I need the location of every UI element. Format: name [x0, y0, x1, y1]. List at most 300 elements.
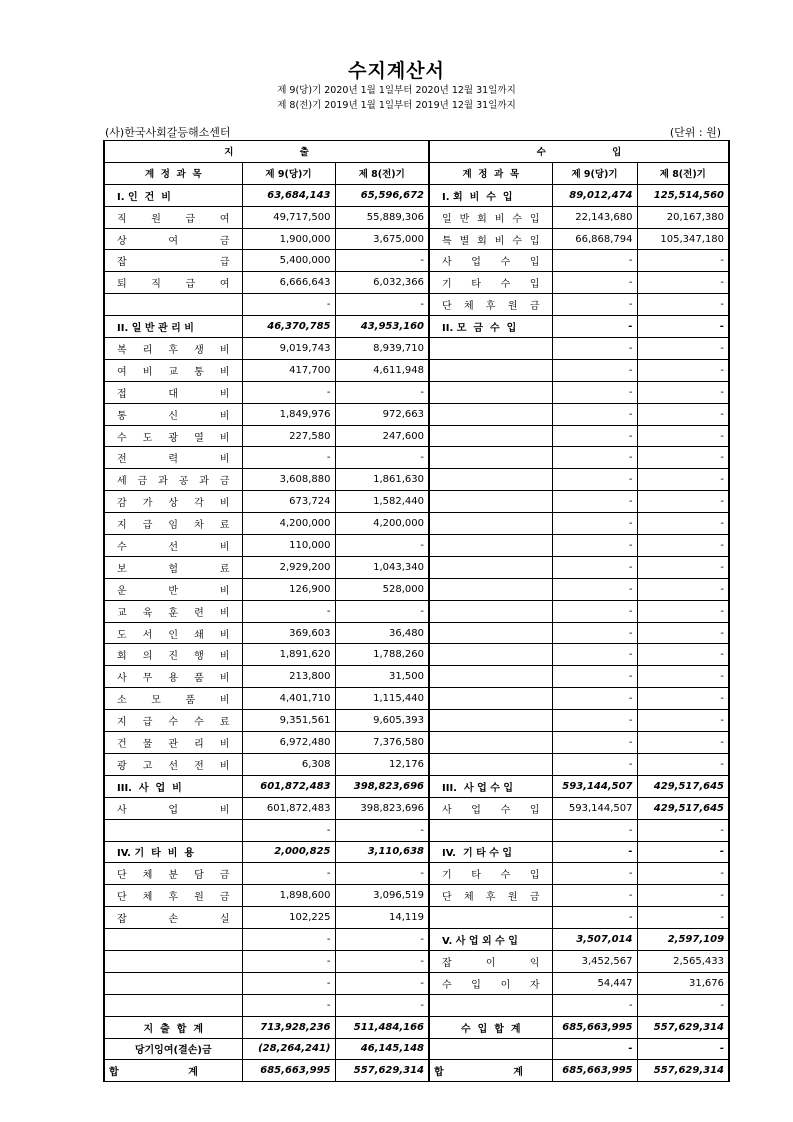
- income-previous: -: [637, 622, 729, 644]
- expense-previous: 7,376,580: [335, 732, 429, 754]
- expense-current: -: [242, 447, 335, 469]
- expense-previous: 4,200,000: [335, 513, 429, 535]
- statement-row: [104, 819, 729, 841]
- statement-row: [104, 206, 729, 228]
- expense-account: [104, 819, 242, 841]
- statement-row: [104, 644, 729, 666]
- income-previous: 105,347,180: [637, 228, 729, 250]
- income-account: 기 타 수 입: [429, 272, 552, 294]
- expense-current: 227,580: [242, 425, 335, 447]
- surplus-income-current: -: [552, 1038, 637, 1060]
- expense-previous: 12,176: [335, 753, 429, 775]
- expense-current: 1,849,976: [242, 403, 335, 425]
- grand-left-label: 합 계: [104, 1060, 242, 1082]
- income-current-header: 제 9(당)기: [552, 162, 637, 184]
- income-account: [429, 710, 552, 732]
- statement-row: [104, 885, 729, 907]
- income-current: -: [552, 994, 637, 1016]
- expense-current: 126,900: [242, 578, 335, 600]
- statement-row: [104, 228, 729, 250]
- income-account: [429, 644, 552, 666]
- expense-current: 49,717,500: [242, 206, 335, 228]
- income-current: 593,144,507: [552, 797, 637, 819]
- grand-left-current: 685,663,995: [242, 1060, 335, 1082]
- income-previous: -: [637, 885, 729, 907]
- expense-previous: -: [335, 381, 429, 403]
- surplus-label: 당기잉여(결손)금: [104, 1038, 242, 1060]
- expense-current: 9,019,743: [242, 338, 335, 360]
- expense-current: 3,608,880: [242, 469, 335, 491]
- expense-total-current: 713,928,236: [242, 1016, 335, 1038]
- income-current: -: [552, 294, 637, 316]
- income-account: IV. 기 타 수 입: [429, 841, 552, 863]
- expense-account: 소 모 품 비: [104, 688, 242, 710]
- expense-account: 수 도 광 열 비: [104, 425, 242, 447]
- expense-previous: 6,032,366: [335, 272, 429, 294]
- income-account: [429, 688, 552, 710]
- expense-account-header: 계 정 과 목: [104, 162, 242, 184]
- income-current: 66,868,794: [552, 228, 637, 250]
- income-previous: -: [637, 338, 729, 360]
- period-current: 제 9(당)기 2020년 1월 1일부터 2020년 12월 31일까지: [277, 85, 516, 96]
- income-account: [429, 819, 552, 841]
- expense-account: 퇴 직 급 여: [104, 272, 242, 294]
- expense-account: 복 리 후 생 비: [104, 338, 242, 360]
- income-account: 단 체 후 원 금: [429, 885, 552, 907]
- income-current: -: [552, 381, 637, 403]
- income-previous: -: [637, 491, 729, 513]
- income-account-header: 계 정 과 목: [429, 162, 552, 184]
- expense-account: 도 서 인 쇄 비: [104, 622, 242, 644]
- organization-name: (사)한국사회갈등해소센터: [105, 126, 231, 139]
- expense-account: 감 가 상 각 비: [104, 491, 242, 513]
- income-account: [429, 556, 552, 578]
- income-total-current: 685,663,995: [552, 1016, 637, 1038]
- expense-current: -: [242, 994, 335, 1016]
- expense-total-label: 지 출 합 계: [104, 1016, 242, 1038]
- expense-current: 46,370,785: [242, 316, 335, 338]
- expense-current: 6,972,480: [242, 732, 335, 754]
- grand-total-row: [104, 1060, 729, 1082]
- expense-account: IV. 기 타 비 용: [104, 841, 242, 863]
- income-account: [429, 513, 552, 535]
- statement-row: [104, 294, 729, 316]
- grand-right-current: 685,663,995: [552, 1060, 637, 1082]
- statement-row: [104, 600, 729, 622]
- grand-left-previous: 557,629,314: [335, 1060, 429, 1082]
- income-total-previous: 557,629,314: [637, 1016, 729, 1038]
- expense-account: 세 금 과 공 과 금: [104, 469, 242, 491]
- expense-current: -: [242, 863, 335, 885]
- expense-account: 운 반 비: [104, 578, 242, 600]
- income-previous: -: [637, 907, 729, 929]
- expense-current: -: [242, 972, 335, 994]
- income-current: -: [552, 688, 637, 710]
- income-account: [429, 425, 552, 447]
- expense-account: 잡 손 실: [104, 907, 242, 929]
- expense-previous: 14,119: [335, 907, 429, 929]
- statement-row: [104, 403, 729, 425]
- income-previous: -: [637, 250, 729, 272]
- income-previous: -: [637, 600, 729, 622]
- income-account: [429, 491, 552, 513]
- statement-row: [104, 753, 729, 775]
- expense-account: 전 력 비: [104, 447, 242, 469]
- income-previous: 429,517,645: [637, 797, 729, 819]
- expense-account: 지 급 임 차 료: [104, 513, 242, 535]
- expense-previous: 4,611,948: [335, 359, 429, 381]
- income-account: 일 반 회 비 수 입: [429, 206, 552, 228]
- expense-account: 직 원 급 여: [104, 206, 242, 228]
- expense-account: 접 대 비: [104, 381, 242, 403]
- expense-group-header: 지 출: [104, 141, 429, 163]
- income-account: 단 체 후 원 금: [429, 294, 552, 316]
- income-current: -: [552, 578, 637, 600]
- expense-account: [104, 929, 242, 951]
- income-previous: -: [637, 710, 729, 732]
- income-current: -: [552, 907, 637, 929]
- income-current: -: [552, 666, 637, 688]
- income-current: -: [552, 425, 637, 447]
- expense-previous: 398,823,696: [335, 797, 429, 819]
- expense-account: [104, 294, 242, 316]
- income-account: II. 모 금 수 입: [429, 316, 552, 338]
- expense-account: 회 의 진 행 비: [104, 644, 242, 666]
- surplus-row: [104, 1038, 729, 1060]
- expense-previous: 36,480: [335, 622, 429, 644]
- expense-current: -: [242, 929, 335, 951]
- expense-account: 단 체 분 담 금: [104, 863, 242, 885]
- expense-current: 2,929,200: [242, 556, 335, 578]
- expense-account: [104, 994, 242, 1016]
- income-current: -: [552, 556, 637, 578]
- expense-current: 673,724: [242, 491, 335, 513]
- unit-label: (단위 : 원): [669, 126, 721, 139]
- income-current: -: [552, 600, 637, 622]
- expense-current: 601,872,483: [242, 797, 335, 819]
- income-previous: -: [637, 403, 729, 425]
- expense-previous-header: 제 8(전)기: [335, 162, 429, 184]
- statement-row: [104, 994, 729, 1016]
- income-current: -: [552, 513, 637, 535]
- expense-current: -: [242, 381, 335, 403]
- income-previous: -: [637, 381, 729, 403]
- expense-current: -: [242, 600, 335, 622]
- income-current: -: [552, 535, 637, 557]
- expense-previous: 972,663: [335, 403, 429, 425]
- income-current: -: [552, 272, 637, 294]
- statement-row: [104, 469, 729, 491]
- income-account: [429, 600, 552, 622]
- income-account: 사 업 수 입: [429, 250, 552, 272]
- income-current: -: [552, 491, 637, 513]
- income-previous: -: [637, 469, 729, 491]
- income-account: [429, 753, 552, 775]
- income-group-header: 수 입: [429, 141, 729, 163]
- income-total-label: 수 입 합 계: [429, 1016, 552, 1038]
- surplus-current: (28,264,241): [242, 1038, 335, 1060]
- income-current: -: [552, 316, 637, 338]
- expense-previous: -: [335, 447, 429, 469]
- income-previous: -: [637, 294, 729, 316]
- income-previous: -: [637, 316, 729, 338]
- statement-row: [104, 338, 729, 360]
- income-account: [429, 359, 552, 381]
- income-account: [429, 403, 552, 425]
- group-header-row: [104, 141, 729, 163]
- expense-current: 601,872,483: [242, 775, 335, 797]
- expense-current: 369,603: [242, 622, 335, 644]
- expense-previous: 9,605,393: [335, 710, 429, 732]
- income-account: 사 업 수 입: [429, 797, 552, 819]
- period-previous: 제 8(전)기 2019년 1월 1일부터 2019년 12월 31일까지: [277, 100, 516, 111]
- expense-account: 교 육 훈 련 비: [104, 600, 242, 622]
- income-previous: -: [637, 359, 729, 381]
- expense-previous: -: [335, 250, 429, 272]
- income-previous: -: [637, 535, 729, 557]
- statement-row: [104, 950, 729, 972]
- expense-previous: -: [335, 972, 429, 994]
- statement-row: [104, 447, 729, 469]
- expense-current: 4,200,000: [242, 513, 335, 535]
- statement-row: [104, 359, 729, 381]
- income-account: [429, 994, 552, 1016]
- expense-current: 110,000: [242, 535, 335, 557]
- income-account: 특 별 회 비 수 입: [429, 228, 552, 250]
- statement-row: [104, 250, 729, 272]
- income-account: [429, 338, 552, 360]
- income-current: -: [552, 403, 637, 425]
- income-account: I. 회 비 수 입: [429, 184, 552, 206]
- income-previous: -: [637, 513, 729, 535]
- statement-row: [104, 272, 729, 294]
- income-account: 잡 이 익: [429, 950, 552, 972]
- income-account: [429, 381, 552, 403]
- income-current: -: [552, 644, 637, 666]
- expense-account: 수 선 비: [104, 535, 242, 557]
- income-previous: -: [637, 644, 729, 666]
- income-account: V. 사 업 외 수 입: [429, 929, 552, 951]
- grand-right-label: 합 계: [429, 1060, 552, 1082]
- expense-account: [104, 950, 242, 972]
- income-previous: -: [637, 272, 729, 294]
- income-current: -: [552, 250, 637, 272]
- expense-previous: -: [335, 294, 429, 316]
- income-account: [429, 907, 552, 929]
- income-current: -: [552, 469, 637, 491]
- expense-current: 102,225: [242, 907, 335, 929]
- income-current: 593,144,507: [552, 775, 637, 797]
- expense-current: -: [242, 294, 335, 316]
- expense-current: -: [242, 950, 335, 972]
- income-current: 3,452,567: [552, 950, 637, 972]
- expense-current: 5,400,000: [242, 250, 335, 272]
- expense-current: 1,891,620: [242, 644, 335, 666]
- income-current: 89,012,474: [552, 184, 637, 206]
- income-previous: -: [637, 863, 729, 885]
- expense-current: 4,401,710: [242, 688, 335, 710]
- statement-row: [104, 316, 729, 338]
- income-account: III. 사 업 수 입: [429, 775, 552, 797]
- income-previous: -: [637, 688, 729, 710]
- expense-previous: 3,110,638: [335, 841, 429, 863]
- income-previous: -: [637, 578, 729, 600]
- income-previous: 2,597,109: [637, 929, 729, 951]
- expense-previous: 1,115,440: [335, 688, 429, 710]
- statement-row: [104, 929, 729, 951]
- expense-current: 213,800: [242, 666, 335, 688]
- income-account: [429, 622, 552, 644]
- expense-account: II. 일 반 관 리 비: [104, 316, 242, 338]
- statement-table: [103, 140, 730, 1082]
- expense-total-previous: 511,484,166: [335, 1016, 429, 1038]
- expense-account: 여 비 교 통 비: [104, 359, 242, 381]
- expense-previous: 65,596,672: [335, 184, 429, 206]
- expense-current: 63,684,143: [242, 184, 335, 206]
- expense-previous: 3,675,000: [335, 228, 429, 250]
- income-current: -: [552, 885, 637, 907]
- total-row: [104, 1016, 729, 1038]
- income-account: [429, 666, 552, 688]
- income-current: -: [552, 841, 637, 863]
- income-previous: -: [637, 666, 729, 688]
- statement-row: [104, 535, 729, 557]
- expense-account: III. 사 업 비: [104, 775, 242, 797]
- expense-previous: 3,096,519: [335, 885, 429, 907]
- expense-account: 보 험 료: [104, 556, 242, 578]
- statement-row: [104, 841, 729, 863]
- surplus-income-blank: [429, 1038, 552, 1060]
- expense-current: 6,666,643: [242, 272, 335, 294]
- income-previous: -: [637, 753, 729, 775]
- expense-account: 건 물 관 리 비: [104, 732, 242, 754]
- statement-row: [104, 578, 729, 600]
- statement-row: [104, 775, 729, 797]
- income-current: 22,143,680: [552, 206, 637, 228]
- income-current: -: [552, 732, 637, 754]
- expense-account: [104, 972, 242, 994]
- expense-previous: -: [335, 600, 429, 622]
- expense-current: 1,898,600: [242, 885, 335, 907]
- expense-previous: -: [335, 863, 429, 885]
- statement-row: [104, 863, 729, 885]
- expense-previous: 1,043,340: [335, 556, 429, 578]
- expense-previous: -: [335, 929, 429, 951]
- income-current: -: [552, 359, 637, 381]
- grand-right-previous: 557,629,314: [637, 1060, 729, 1082]
- expense-current: 9,351,561: [242, 710, 335, 732]
- expense-previous: 528,000: [335, 578, 429, 600]
- income-account: [429, 732, 552, 754]
- statement-row: [104, 513, 729, 535]
- income-current: -: [552, 753, 637, 775]
- expense-previous: -: [335, 950, 429, 972]
- expense-current: 1,900,000: [242, 228, 335, 250]
- statement-row: [104, 907, 729, 929]
- surplus-previous: 46,145,148: [335, 1038, 429, 1060]
- income-current: -: [552, 710, 637, 732]
- expense-previous: -: [335, 535, 429, 557]
- expense-account: I. 인 건 비: [104, 184, 242, 206]
- statement-row: [104, 184, 729, 206]
- income-previous: 429,517,645: [637, 775, 729, 797]
- expense-account: 단 체 후 원 금: [104, 885, 242, 907]
- statement-row: [104, 710, 729, 732]
- expense-account: 잡 급: [104, 250, 242, 272]
- expense-previous: 1,582,440: [335, 491, 429, 513]
- income-previous: -: [637, 732, 729, 754]
- income-current: -: [552, 863, 637, 885]
- income-account: [429, 578, 552, 600]
- statement-row: [104, 556, 729, 578]
- expense-current-header: 제 9(당)기: [242, 162, 335, 184]
- expense-previous: 1,861,630: [335, 469, 429, 491]
- income-account: [429, 535, 552, 557]
- income-previous: 31,676: [637, 972, 729, 994]
- expense-previous: -: [335, 819, 429, 841]
- expense-previous: 247,600: [335, 425, 429, 447]
- income-previous: -: [637, 819, 729, 841]
- expense-previous: 43,953,160: [335, 316, 429, 338]
- expense-current: 417,700: [242, 359, 335, 381]
- expense-previous: 31,500: [335, 666, 429, 688]
- income-previous: 20,167,380: [637, 206, 729, 228]
- statement-row: [104, 381, 729, 403]
- income-previous: 125,514,560: [637, 184, 729, 206]
- expense-previous: 8,939,710: [335, 338, 429, 360]
- income-previous: -: [637, 841, 729, 863]
- expense-current: 6,308: [242, 753, 335, 775]
- expense-account: 상 여 금: [104, 228, 242, 250]
- income-account: [429, 447, 552, 469]
- expense-account: 사 업 비: [104, 797, 242, 819]
- expense-previous: 55,889,306: [335, 206, 429, 228]
- column-header-row: [104, 162, 729, 184]
- statement-row: [104, 425, 729, 447]
- income-previous: 2,565,433: [637, 950, 729, 972]
- expense-previous: 398,823,696: [335, 775, 429, 797]
- income-account: [429, 469, 552, 491]
- expense-account: 통 신 비: [104, 403, 242, 425]
- income-current: -: [552, 447, 637, 469]
- income-account: 기 타 수 입: [429, 863, 552, 885]
- expense-account: 광 고 선 전 비: [104, 753, 242, 775]
- statement-row: [104, 688, 729, 710]
- income-account: 수 입 이 자: [429, 972, 552, 994]
- income-current: -: [552, 338, 637, 360]
- expense-previous: 1,788,260: [335, 644, 429, 666]
- income-previous: -: [637, 425, 729, 447]
- expense-current: 2,000,825: [242, 841, 335, 863]
- statement-row: [104, 732, 729, 754]
- statement-row: [104, 797, 729, 819]
- income-current: -: [552, 622, 637, 644]
- statement-row: [104, 666, 729, 688]
- income-current: 54,447: [552, 972, 637, 994]
- income-current: 3,507,014: [552, 929, 637, 951]
- income-previous: -: [637, 556, 729, 578]
- income-previous: -: [637, 447, 729, 469]
- expense-account: 지 급 수 수 료: [104, 710, 242, 732]
- income-previous-header: 제 8(전)기: [637, 162, 729, 184]
- surplus-income-previous: -: [637, 1038, 729, 1060]
- expense-current: -: [242, 819, 335, 841]
- statement-row: [104, 972, 729, 994]
- expense-previous: -: [335, 994, 429, 1016]
- expense-account: 사 무 용 품 비: [104, 666, 242, 688]
- statement-row: [104, 622, 729, 644]
- statement-row: [104, 491, 729, 513]
